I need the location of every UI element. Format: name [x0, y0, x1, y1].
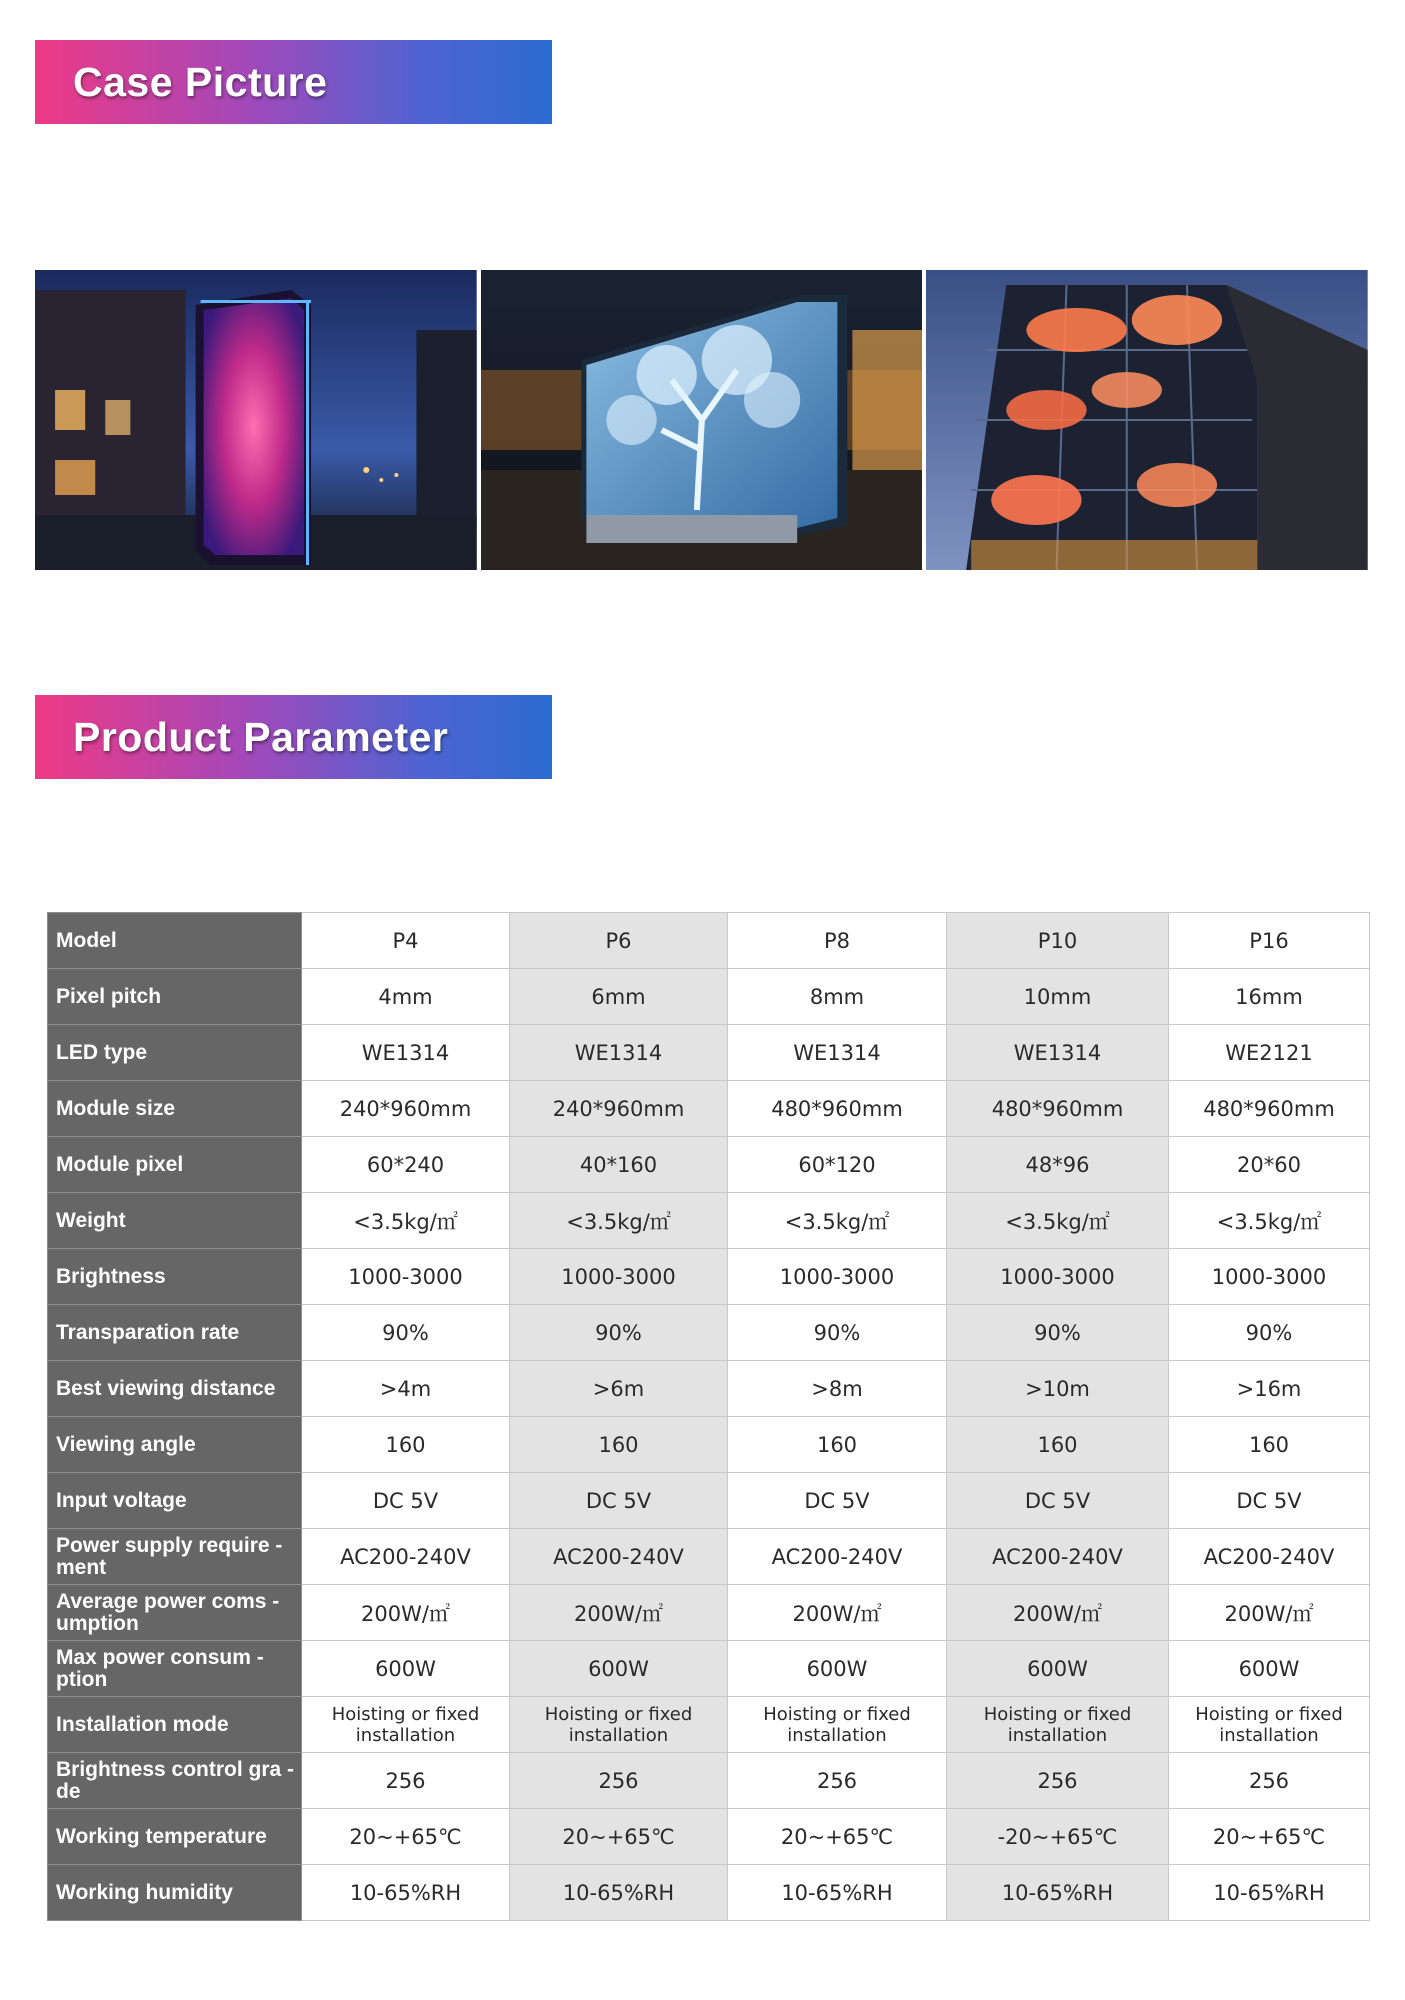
table-cell: WE1314	[728, 1025, 947, 1081]
table-cell: 600W	[302, 1641, 510, 1697]
table-cell: >10m	[947, 1361, 1169, 1417]
table-cell: 1000-3000	[302, 1249, 510, 1305]
table-cell: WE1314	[302, 1025, 510, 1081]
table-cell: 600W	[728, 1641, 947, 1697]
row-label: Input voltage	[48, 1473, 302, 1529]
table-row	[48, 1585, 1370, 1641]
table-cell: 256	[510, 1753, 728, 1809]
table-row	[48, 1697, 1370, 1753]
table-cell: P6	[510, 913, 728, 969]
table-cell: 160	[510, 1417, 728, 1473]
table-cell: 1000-3000	[1169, 1249, 1370, 1305]
table-cell: WE1314	[510, 1025, 728, 1081]
table-cell: 600W	[510, 1641, 728, 1697]
table-row	[48, 1081, 1370, 1137]
table-row	[48, 1529, 1370, 1585]
table-cell: 20~+65℃	[728, 1809, 947, 1865]
table-row	[48, 913, 1370, 969]
row-label: Module pixel	[48, 1137, 302, 1193]
table-cell: 160	[302, 1417, 510, 1473]
table-cell: 8mm	[728, 969, 947, 1025]
row-label: Viewing angle	[48, 1417, 302, 1473]
table-cell: 10-65%RH	[728, 1865, 947, 1921]
table-cell: Hoisting or fixed installation	[1169, 1697, 1370, 1753]
table-cell: 1000-3000	[947, 1249, 1169, 1305]
table-cell: 6mm	[510, 969, 728, 1025]
table-cell: Hoisting or fixed installation	[510, 1697, 728, 1753]
row-label: Brightness control gra -de	[48, 1753, 302, 1809]
table-cell: 20*60	[1169, 1137, 1370, 1193]
table-cell: AC200-240V	[1169, 1529, 1370, 1585]
table-cell: AC200-240V	[510, 1529, 728, 1585]
table-cell: 10-65%RH	[947, 1865, 1169, 1921]
table-cell: 40*160	[510, 1137, 728, 1193]
table-row	[48, 1137, 1370, 1193]
table-row	[48, 1753, 1370, 1809]
row-label: Model	[48, 913, 302, 969]
table-row	[48, 1641, 1370, 1697]
table-row	[48, 1025, 1370, 1081]
row-label: Module size	[48, 1081, 302, 1137]
table-cell: AC200-240V	[728, 1529, 947, 1585]
table-cell: 90%	[947, 1305, 1169, 1361]
row-label: Pixel pitch	[48, 969, 302, 1025]
table-cell: 60*120	[728, 1137, 947, 1193]
case-gallery	[35, 270, 1368, 570]
table-cell: WE2121	[1169, 1025, 1370, 1081]
table-cell: <3.5kg/㎡	[510, 1193, 728, 1249]
table-cell: P8	[728, 913, 947, 969]
table-cell: Hoisting or fixed installation	[947, 1697, 1169, 1753]
table-cell: 256	[302, 1753, 510, 1809]
table-cell: >8m	[728, 1361, 947, 1417]
table-row	[48, 1361, 1370, 1417]
row-label: Weight	[48, 1193, 302, 1249]
row-label: Best viewing distance	[48, 1361, 302, 1417]
row-label: Brightness	[48, 1249, 302, 1305]
row-label: Working temperature	[48, 1809, 302, 1865]
table-row	[48, 1865, 1370, 1921]
table-cell: 48*96	[947, 1137, 1169, 1193]
table-cell: 200W/㎡	[1169, 1585, 1370, 1641]
product-parameter-banner	[35, 695, 552, 779]
case-picture-title: Case Picture	[73, 58, 328, 105]
row-label: Average power coms -umption	[48, 1585, 302, 1641]
table-cell: <3.5kg/㎡	[302, 1193, 510, 1249]
table-cell: >6m	[510, 1361, 728, 1417]
table-cell: 600W	[947, 1641, 1169, 1697]
table-row	[48, 969, 1370, 1025]
product-parameter-title: Product Parameter	[73, 713, 449, 760]
table-cell: 20~+65℃	[302, 1809, 510, 1865]
table-cell: 4mm	[302, 969, 510, 1025]
table-cell: 90%	[302, 1305, 510, 1361]
table-cell: 160	[947, 1417, 1169, 1473]
table-row	[48, 1417, 1370, 1473]
table-cell: 600W	[1169, 1641, 1370, 1697]
table-cell: 90%	[728, 1305, 947, 1361]
table-cell: 10-65%RH	[510, 1865, 728, 1921]
table-row	[48, 1473, 1370, 1529]
table-cell: 160	[1169, 1417, 1370, 1473]
table-cell: <3.5kg/㎡	[728, 1193, 947, 1249]
table-cell: 16mm	[1169, 969, 1370, 1025]
table-cell: -20~+65℃	[947, 1809, 1169, 1865]
table-cell: 60*240	[302, 1137, 510, 1193]
case-photo-facade	[926, 270, 1368, 570]
table-cell: 200W/㎡	[510, 1585, 728, 1641]
case-photo-tree	[481, 270, 923, 570]
table-cell: 10-65%RH	[1169, 1865, 1370, 1921]
table-cell: Hoisting or fixed installation	[728, 1697, 947, 1753]
table-cell: 240*960mm	[510, 1081, 728, 1137]
table-row	[48, 1193, 1370, 1249]
table-cell: 90%	[510, 1305, 728, 1361]
table-cell: P10	[947, 913, 1169, 969]
table-cell: 160	[728, 1417, 947, 1473]
table-cell: 20~+65℃	[510, 1809, 728, 1865]
table-cell: 1000-3000	[728, 1249, 947, 1305]
table-cell: 200W/㎡	[302, 1585, 510, 1641]
table-cell: 20~+65℃	[1169, 1809, 1370, 1865]
table-cell: 480*960mm	[1169, 1081, 1370, 1137]
table-cell: DC 5V	[302, 1473, 510, 1529]
row-label: Power supply require -ment	[48, 1529, 302, 1585]
table-cell: 10-65%RH	[302, 1865, 510, 1921]
table-cell: P4	[302, 913, 510, 969]
table-cell: DC 5V	[1169, 1473, 1370, 1529]
table-cell: 240*960mm	[302, 1081, 510, 1137]
table-cell: 90%	[1169, 1305, 1370, 1361]
table-row	[48, 1305, 1370, 1361]
table-cell: WE1314	[947, 1025, 1169, 1081]
table-cell: >4m	[302, 1361, 510, 1417]
table-cell: DC 5V	[510, 1473, 728, 1529]
table-cell: 480*960mm	[947, 1081, 1169, 1137]
table-cell: 200W/㎡	[728, 1585, 947, 1641]
case-photo-column	[35, 270, 477, 570]
table-cell: 256	[947, 1753, 1169, 1809]
case-picture-banner	[35, 40, 552, 124]
table-cell: 1000-3000	[510, 1249, 728, 1305]
spec-table	[47, 912, 1370, 1921]
table-cell: AC200-240V	[947, 1529, 1169, 1585]
row-label: LED type	[48, 1025, 302, 1081]
row-label: Installation mode	[48, 1697, 302, 1753]
table-row	[48, 1809, 1370, 1865]
table-cell: >16m	[1169, 1361, 1370, 1417]
table-cell: DC 5V	[947, 1473, 1169, 1529]
table-cell: <3.5kg/㎡	[1169, 1193, 1370, 1249]
table-cell: AC200-240V	[302, 1529, 510, 1585]
table-cell: 200W/㎡	[947, 1585, 1169, 1641]
table-cell: 256	[728, 1753, 947, 1809]
row-label: Max power consum -ption	[48, 1641, 302, 1697]
table-cell: P16	[1169, 913, 1370, 969]
row-label: Working humidity	[48, 1865, 302, 1921]
row-label: Transparation rate	[48, 1305, 302, 1361]
table-row	[48, 1249, 1370, 1305]
table-cell: <3.5kg/㎡	[947, 1193, 1169, 1249]
table-cell: 256	[1169, 1753, 1370, 1809]
table-cell: Hoisting or fixed installation	[302, 1697, 510, 1753]
table-cell: DC 5V	[728, 1473, 947, 1529]
table-cell: 10mm	[947, 969, 1169, 1025]
table-cell: 480*960mm	[728, 1081, 947, 1137]
